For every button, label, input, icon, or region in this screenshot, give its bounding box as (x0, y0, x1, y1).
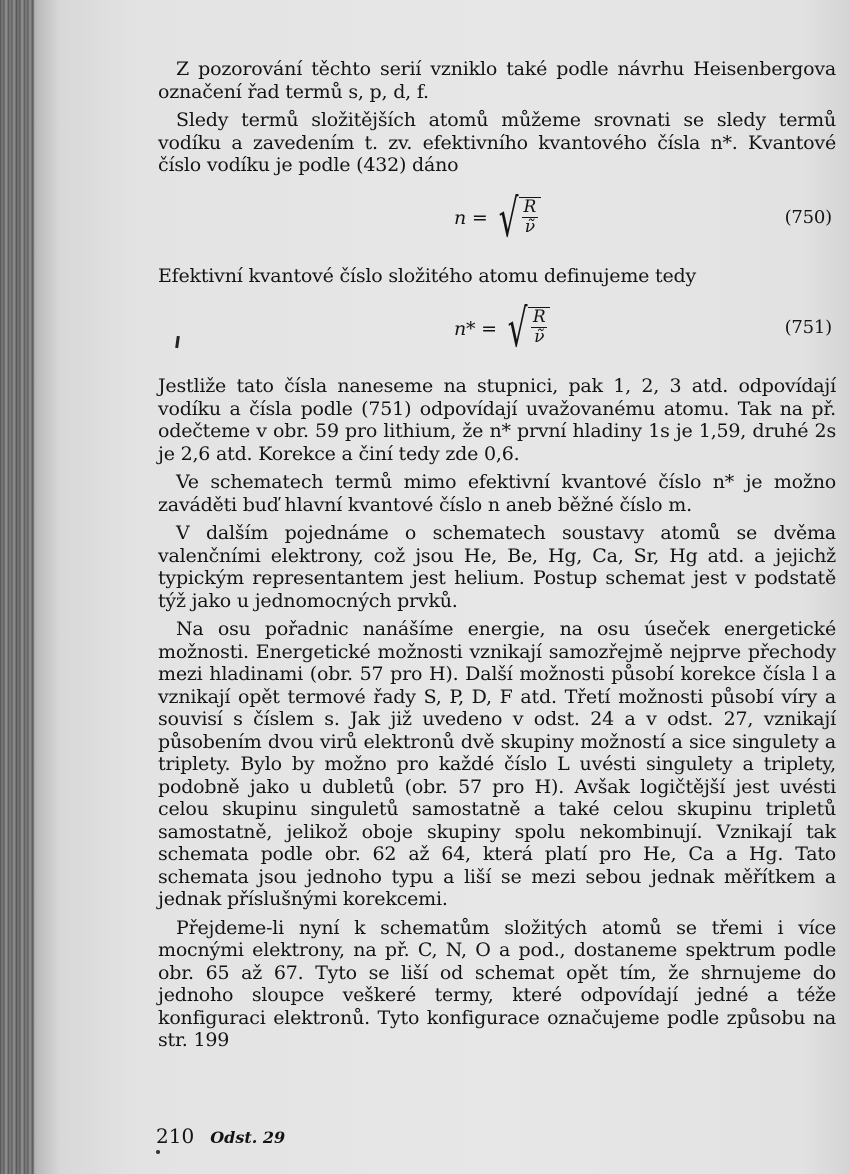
paragraph-complex-atoms: Přejdeme-li nyní k schematům složitých atomů se třemi i více mocnými elektrony, na př. C, N, O a pod., dostaneme spektrum podle obr. 65 až 67. Tyto se liší od schemat opět tím, že shrnujeme do jednoho sloupce veškeré termy, které odpovídají jedné a téže konfiguraci elektronů. Tyto konfigurace označujeme podle způsobu na str. 199 (158, 916, 836, 1051)
fraction (528, 307, 551, 355)
equation-751 (158, 297, 836, 369)
paragraph-scale: Jestliže tato čísla naneseme na stupnici, pak 1, 2, 3 atd. odpovídají vodíku a čísla podle (751) odpovídají uvažovanému atomu. Tak na př. odečteme v obr. 59 pro lithium, že n* první hladiny 1s je 1,59, druhé 2s je 2,6 atd. Korekce a činí tedy zde 0,6. (158, 375, 836, 465)
equation-number: (750) (784, 206, 832, 228)
paragraph-term-notation: Z pozorování těchto serií vzniklo také podle návrhu Heisenbergova označení řad termů s, p, d, f. (158, 58, 836, 103)
equation-750-formula (454, 188, 541, 249)
section-reference: Odst. 29 (210, 1128, 286, 1147)
ink-dot (156, 1150, 160, 1154)
page-footer (156, 1124, 285, 1148)
paragraph-energy-axes: Na osu pořadnic nanášíme energie, na osu úseček energetické možnosti. Energetické možnosti vznikají samozřejmě nejprve přechody mezi hladinami (obr. 57 pro H). Další možnosti působí korekce čísla l a vznikají opět termové řady S, P, D, F atd. Třetí možnosti působí víry a souvisí s číslem s. Jak již uvedeno v odst. 24 a v odst. 27, vznikají působením dvou virů elektronů dvě skupiny možností a sice singulety a triplety. Bylo by možno pro každé číslo L uvésti singulety a triplety, podobně jako u dubletů (obr. 57 pro H). Avšak logičtější jest uvésti celou skupinu singuletů samostatně a také celou skupinu tripletů samostatně, jelikož oboje skupiny spolu nekombinují. Vznikají tak schemata podle obr. 62 až 64, která platí pro He, Ca a Hg. Tato schemata jsou jednoho typu a liší se mezi sebou jednak měřítkem a jednak příslušnými korekcemi. (158, 618, 836, 910)
numerator: R (523, 196, 537, 217)
paragraph-definition: Efektivní kvantové číslo složitého atomu definujeme tedy (158, 264, 697, 287)
equation-750-lhs: n = (454, 207, 488, 230)
fraction (519, 197, 542, 245)
denominator: ν̃ (534, 327, 545, 347)
equation-750 (158, 187, 836, 259)
numerator: R (532, 307, 546, 327)
square-root (492, 188, 542, 249)
equation-751-lhs: n* = (454, 317, 497, 340)
page-number: 210 (156, 1124, 195, 1148)
paragraph-schemes: Ve schematech termů mimo efektivní kvantové číslo n* je možno zaváděti buď hlavní kvantové číslo n aneb běžné číslo m. (158, 471, 836, 516)
equation-number: (751) (784, 317, 832, 338)
radical-sign-icon: √ (507, 299, 528, 359)
book-spine-shadow (0, 0, 34, 1174)
paragraph-two-valence: V dalším pojednáme o schematech soustavy atomů se dvěma valenčními elektrony, což jsou He, Be, Hg, Ca, Sr, Hg atd. a jejichž typickým representantem jest helium. Postup schemat jest v podstatě týž jako u jednomocných prvků. (158, 522, 836, 612)
equation-751-formula (454, 299, 550, 359)
square-root (501, 299, 551, 359)
paragraph-effective-quantum-number: Sledy termů složitějších atomů můžeme srovnati se sledy termů vodíku a zavedením t. zv. efektivního kvantového čísla n*. Kvantové číslo vodíku je podle (432) dáno (158, 109, 836, 176)
denominator: ν̃ (524, 216, 535, 237)
page-body (158, 58, 836, 1058)
radical-sign-icon: √ (498, 188, 518, 249)
